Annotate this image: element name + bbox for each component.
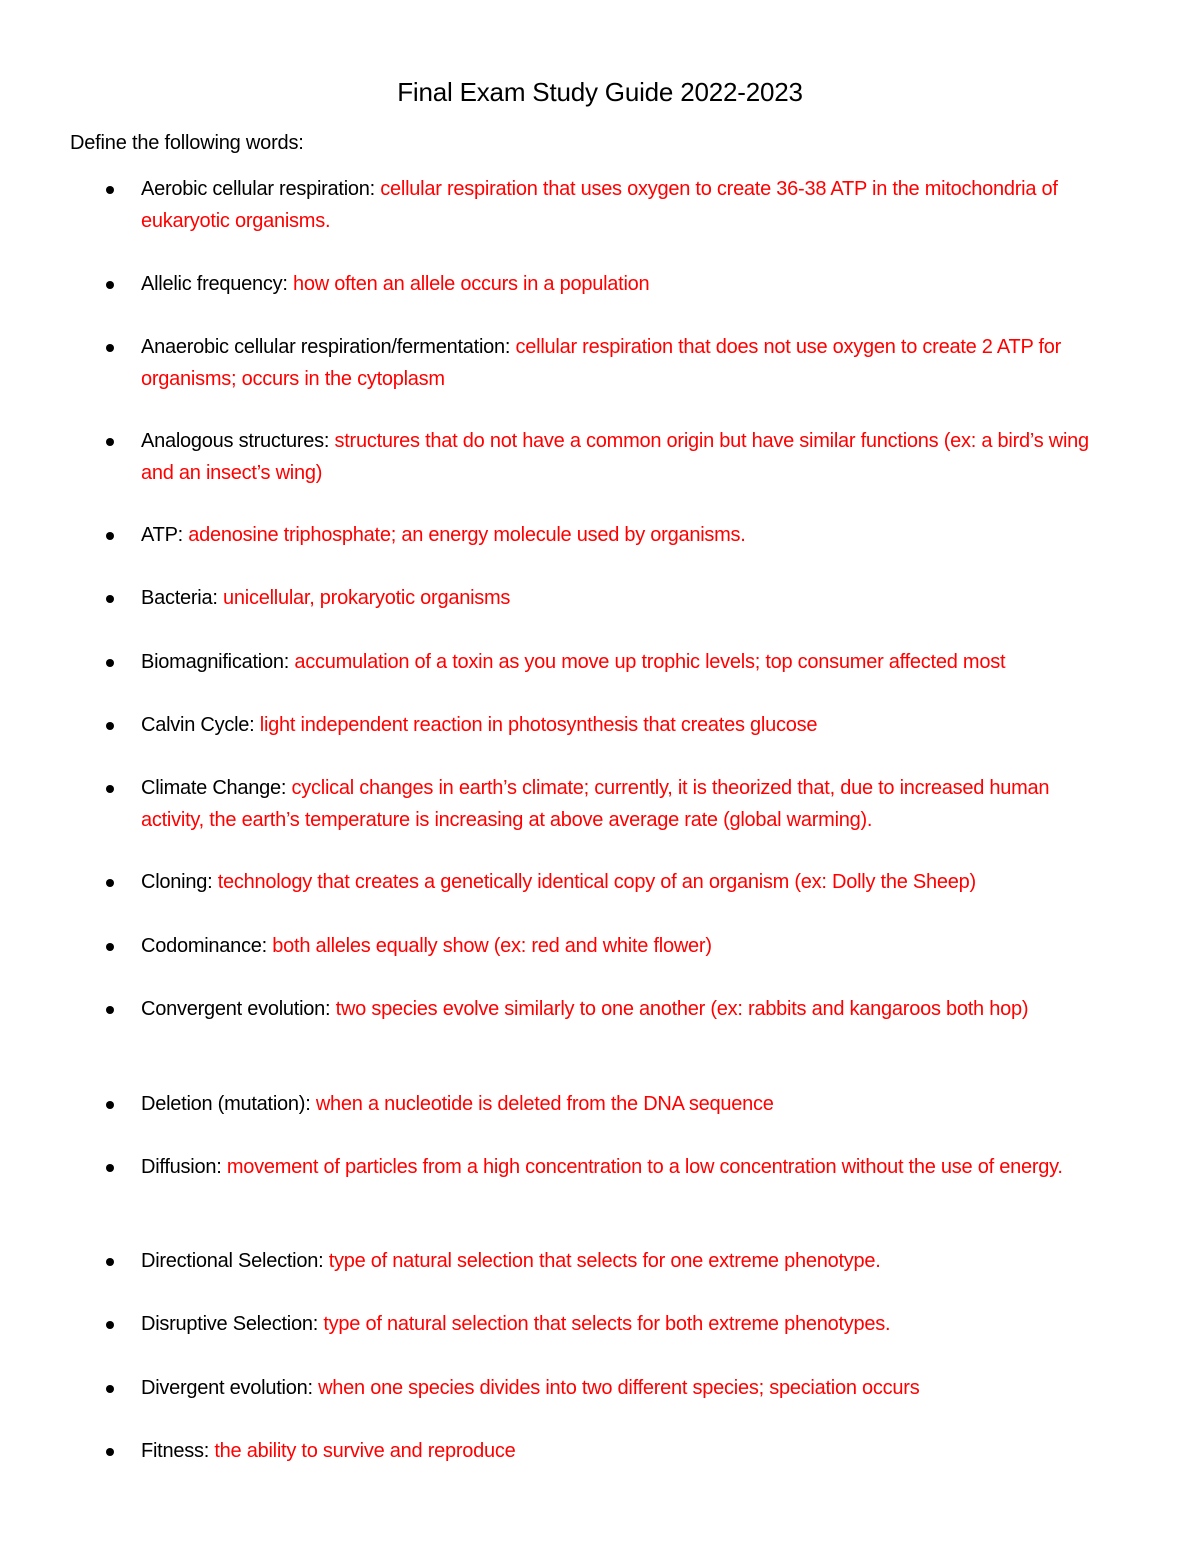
term-label: Diffusion: [141, 1156, 222, 1178]
bullet-icon [106, 659, 114, 667]
term-label: Cloning: [141, 871, 213, 893]
term-definition: when one species divides into two different species; speciation occurs [318, 1377, 920, 1399]
term-definition: both alleles equally show (ex: red and white flower) [272, 935, 712, 957]
list-item [106, 1089, 1116, 1121]
term-definition: structures that do not have a common origin but have similar functions (ex: a bird’s wing and an insect’s wing) [141, 430, 1089, 484]
list-item [106, 773, 1116, 836]
page-title: Final Exam Study Guide 2022-2023 [397, 77, 803, 107]
term-label: Codominance: [141, 935, 267, 957]
bullet-icon [106, 1321, 114, 1329]
term-definition: light independent reaction in photosynthesis that creates glucose [259, 714, 818, 736]
term-label: Divergent evolution: [141, 1377, 313, 1399]
list-item [106, 931, 1116, 963]
term-definition: movement of particles from a high concentration to a low concentration without the use of energy. [226, 1156, 1063, 1178]
bullet-icon [106, 281, 114, 289]
bullet-icon [106, 1448, 114, 1456]
bullet-icon [106, 943, 114, 951]
list-item [106, 1373, 1116, 1405]
term-definition: unicellular, prokaryotic organisms [223, 587, 511, 609]
term-label: ATP: [141, 524, 183, 546]
term-label: Disruptive Selection: [141, 1313, 319, 1335]
term-definition: technology that creates a genetically identical copy of an organism (ex: Dolly the Sheep) [217, 871, 976, 893]
term-label: Directional Selection: [141, 1250, 324, 1272]
term-definition: two species evolve similarly to one another (ex: rabbits and kangaroos both hop) [335, 998, 1029, 1020]
list-item [106, 269, 1116, 301]
bullet-icon [106, 1385, 114, 1393]
list-item [106, 1436, 1116, 1468]
bullet-icon [106, 879, 114, 887]
term-definition: when a nucleotide is deleted from the DNA sequence [315, 1093, 774, 1115]
bullet-icon [106, 1258, 114, 1266]
term-label: Calvin Cycle: [141, 714, 255, 736]
list-item [106, 1246, 1116, 1278]
bullet-icon [106, 1101, 114, 1109]
term-label: Deletion (mutation): [141, 1093, 311, 1115]
term-definition: cyclical changes in earth’s climate; currently, it is theorized that, due to increased human activity, the earth’s temperature is increasing at above average rate (global warming). [141, 777, 1050, 831]
term-definition: type of natural selection that selects for one extreme phenotype. [328, 1250, 881, 1272]
term-definition: cellular respiration that does not use oxygen to create 2 ATP for organisms; occurs in the cytoplasm [141, 336, 1062, 390]
list-item [106, 174, 1116, 237]
bullet-icon [106, 344, 114, 352]
term-definition: cellular respiration that uses oxygen to create 36-38 ATP in the mitochondria of eukaryotic organisms. [141, 178, 1058, 232]
bullet-icon [106, 438, 114, 446]
term-label: Analogous structures: [141, 430, 330, 452]
bullet-icon [106, 785, 114, 793]
term-label: Fitness: [141, 1440, 210, 1462]
term-label: Climate Change: [141, 777, 287, 799]
list-item [106, 520, 1116, 552]
list-item [106, 332, 1116, 395]
term-definition: accumulation of a toxin as you move up trophic levels; top consumer affected most [294, 651, 1006, 673]
term-label: Aerobic cellular respiration: [141, 178, 375, 200]
term-definition: adenosine triphosphate; an energy molecule used by organisms. [188, 524, 746, 546]
list-item [106, 583, 1116, 615]
term-label: Convergent evolution: [141, 998, 331, 1020]
list-item [106, 647, 1116, 679]
term-definition: how often an allele occurs in a population [293, 273, 650, 295]
term-label: Anaerobic cellular respiration/fermentation: [141, 336, 511, 358]
instructions: Define the following words: [70, 132, 304, 154]
bullet-icon [106, 186, 114, 194]
term-label: Biomagnification: [141, 651, 290, 673]
bullet-icon [106, 532, 114, 540]
list-item [106, 1152, 1116, 1184]
term-definition: type of natural selection that selects for both extreme phenotypes. [323, 1313, 891, 1335]
bullet-icon [106, 1164, 114, 1172]
list-item [106, 710, 1116, 742]
term-definition: the ability to survive and reproduce [214, 1440, 516, 1462]
term-label: Bacteria: [141, 587, 218, 609]
list-item [106, 994, 1116, 1026]
term-label: Allelic frequency: [141, 273, 288, 295]
bullet-icon [106, 722, 114, 730]
list-item [106, 426, 1116, 489]
list-item [106, 1309, 1116, 1341]
bullet-icon [106, 595, 114, 603]
bullet-icon [106, 1006, 114, 1014]
list-item [106, 867, 1116, 899]
